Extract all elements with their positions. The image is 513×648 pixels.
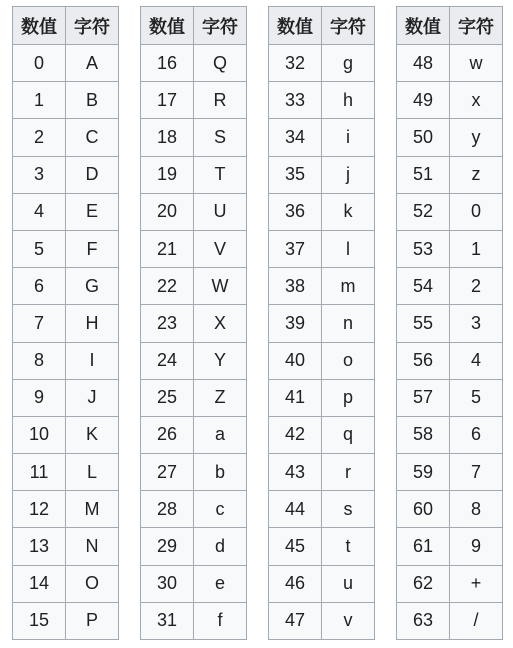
char-cell: / bbox=[450, 602, 503, 639]
table-row bbox=[13, 565, 119, 602]
table-row bbox=[269, 82, 375, 119]
value-cell: 14 bbox=[13, 565, 66, 602]
char-cell: i bbox=[322, 119, 375, 156]
value-cell: 32 bbox=[269, 45, 322, 82]
char-cell: q bbox=[322, 416, 375, 453]
table-row bbox=[13, 379, 119, 416]
table-row bbox=[397, 82, 503, 119]
table-row bbox=[397, 379, 503, 416]
table-row bbox=[141, 602, 247, 639]
table-row bbox=[269, 230, 375, 267]
char-cell: x bbox=[450, 82, 503, 119]
value-cell: 23 bbox=[141, 305, 194, 342]
table-row bbox=[269, 379, 375, 416]
value-cell: 18 bbox=[141, 119, 194, 156]
value-cell: 24 bbox=[141, 342, 194, 379]
char-cell: M bbox=[66, 491, 119, 528]
table-row bbox=[397, 602, 503, 639]
value-cell: 44 bbox=[269, 491, 322, 528]
char-cell: g bbox=[322, 45, 375, 82]
value-cell: 57 bbox=[397, 379, 450, 416]
value-cell: 33 bbox=[269, 82, 322, 119]
char-cell: T bbox=[194, 156, 247, 193]
table-row bbox=[13, 491, 119, 528]
char-cell: 0 bbox=[450, 193, 503, 230]
table-row bbox=[269, 156, 375, 193]
header-row bbox=[397, 7, 503, 45]
value-cell: 35 bbox=[269, 156, 322, 193]
char-cell: t bbox=[322, 528, 375, 565]
char-cell: n bbox=[322, 305, 375, 342]
char-column-header: 字符 bbox=[322, 7, 375, 45]
table-row bbox=[397, 565, 503, 602]
char-cell: e bbox=[194, 565, 247, 602]
char-cell: c bbox=[194, 491, 247, 528]
value-cell: 8 bbox=[13, 342, 66, 379]
char-cell: 3 bbox=[450, 305, 503, 342]
value-cell: 9 bbox=[13, 379, 66, 416]
value-cell: 29 bbox=[141, 528, 194, 565]
value-cell: 49 bbox=[397, 82, 450, 119]
char-cell: 6 bbox=[450, 416, 503, 453]
table-row bbox=[141, 193, 247, 230]
value-cell: 30 bbox=[141, 565, 194, 602]
table-row bbox=[141, 454, 247, 491]
value-cell: 37 bbox=[269, 230, 322, 267]
table-row bbox=[13, 268, 119, 305]
value-cell: 34 bbox=[269, 119, 322, 156]
value-cell: 11 bbox=[13, 454, 66, 491]
table-row bbox=[397, 491, 503, 528]
value-cell: 45 bbox=[269, 528, 322, 565]
value-cell: 13 bbox=[13, 528, 66, 565]
table-row bbox=[141, 565, 247, 602]
table-row bbox=[269, 342, 375, 379]
table-row bbox=[13, 119, 119, 156]
char-cell: 2 bbox=[450, 268, 503, 305]
char-cell: V bbox=[194, 230, 247, 267]
char-cell: E bbox=[66, 193, 119, 230]
char-cell: J bbox=[66, 379, 119, 416]
char-cell: K bbox=[66, 416, 119, 453]
value-cell: 21 bbox=[141, 230, 194, 267]
value-cell: 27 bbox=[141, 454, 194, 491]
value-cell: 16 bbox=[141, 45, 194, 82]
table-row bbox=[397, 268, 503, 305]
header-row bbox=[13, 7, 119, 45]
char-cell: W bbox=[194, 268, 247, 305]
value-cell: 62 bbox=[397, 565, 450, 602]
value-cell: 20 bbox=[141, 193, 194, 230]
index-table bbox=[268, 6, 375, 640]
char-cell: 4 bbox=[450, 342, 503, 379]
value-cell: 55 bbox=[397, 305, 450, 342]
char-cell: B bbox=[66, 82, 119, 119]
table-row bbox=[397, 193, 503, 230]
char-cell: D bbox=[66, 156, 119, 193]
table-row bbox=[141, 491, 247, 528]
value-cell: 58 bbox=[397, 416, 450, 453]
header-row bbox=[269, 7, 375, 45]
table-row bbox=[397, 230, 503, 267]
value-cell: 50 bbox=[397, 119, 450, 156]
table-row bbox=[13, 454, 119, 491]
char-cell: U bbox=[194, 193, 247, 230]
value-cell: 51 bbox=[397, 156, 450, 193]
value-cell: 6 bbox=[13, 268, 66, 305]
char-column-header: 字符 bbox=[66, 7, 119, 45]
char-cell: w bbox=[450, 45, 503, 82]
value-cell: 48 bbox=[397, 45, 450, 82]
value-cell: 3 bbox=[13, 156, 66, 193]
value-cell: 56 bbox=[397, 342, 450, 379]
value-cell: 4 bbox=[13, 193, 66, 230]
char-cell: y bbox=[450, 119, 503, 156]
table-row bbox=[13, 602, 119, 639]
table-row bbox=[269, 454, 375, 491]
value-cell: 36 bbox=[269, 193, 322, 230]
table-row bbox=[269, 602, 375, 639]
char-cell: s bbox=[322, 491, 375, 528]
value-cell: 10 bbox=[13, 416, 66, 453]
base64-index-tables bbox=[12, 6, 503, 640]
char-cell: b bbox=[194, 454, 247, 491]
value-cell: 46 bbox=[269, 565, 322, 602]
table-row bbox=[269, 565, 375, 602]
table-row bbox=[13, 416, 119, 453]
char-cell: h bbox=[322, 82, 375, 119]
table-row bbox=[141, 230, 247, 267]
char-cell: 8 bbox=[450, 491, 503, 528]
value-cell: 2 bbox=[13, 119, 66, 156]
char-cell: 7 bbox=[450, 454, 503, 491]
table-row bbox=[269, 268, 375, 305]
value-column-header: 数值 bbox=[141, 7, 194, 45]
value-cell: 42 bbox=[269, 416, 322, 453]
table-row bbox=[397, 342, 503, 379]
table-row bbox=[141, 156, 247, 193]
value-cell: 22 bbox=[141, 268, 194, 305]
table-row bbox=[141, 528, 247, 565]
value-cell: 1 bbox=[13, 82, 66, 119]
char-column-header: 字符 bbox=[194, 7, 247, 45]
char-cell: r bbox=[322, 454, 375, 491]
char-cell: P bbox=[66, 602, 119, 639]
char-cell: I bbox=[66, 342, 119, 379]
char-cell: R bbox=[194, 82, 247, 119]
value-column-header: 数值 bbox=[269, 7, 322, 45]
table-row bbox=[397, 45, 503, 82]
char-cell: O bbox=[66, 565, 119, 602]
table-row bbox=[141, 119, 247, 156]
char-cell: v bbox=[322, 602, 375, 639]
char-cell: G bbox=[66, 268, 119, 305]
table-row bbox=[269, 416, 375, 453]
char-cell: a bbox=[194, 416, 247, 453]
table-row bbox=[397, 454, 503, 491]
value-cell: 47 bbox=[269, 602, 322, 639]
table-row bbox=[13, 305, 119, 342]
table-row bbox=[13, 342, 119, 379]
value-cell: 52 bbox=[397, 193, 450, 230]
value-column-header: 数值 bbox=[397, 7, 450, 45]
table-row bbox=[397, 528, 503, 565]
char-cell: Z bbox=[194, 379, 247, 416]
table-row bbox=[397, 119, 503, 156]
char-cell: Q bbox=[194, 45, 247, 82]
char-cell: j bbox=[322, 156, 375, 193]
char-cell: L bbox=[66, 454, 119, 491]
char-cell: o bbox=[322, 342, 375, 379]
value-cell: 31 bbox=[141, 602, 194, 639]
table-row bbox=[13, 193, 119, 230]
table-row bbox=[269, 45, 375, 82]
char-cell: + bbox=[450, 565, 503, 602]
value-cell: 28 bbox=[141, 491, 194, 528]
value-cell: 63 bbox=[397, 602, 450, 639]
value-cell: 26 bbox=[141, 416, 194, 453]
char-cell: A bbox=[66, 45, 119, 82]
table-row bbox=[141, 305, 247, 342]
value-cell: 25 bbox=[141, 379, 194, 416]
value-cell: 61 bbox=[397, 528, 450, 565]
char-cell: Y bbox=[194, 342, 247, 379]
value-cell: 15 bbox=[13, 602, 66, 639]
table-row bbox=[13, 156, 119, 193]
char-cell: H bbox=[66, 305, 119, 342]
char-cell: u bbox=[322, 565, 375, 602]
value-cell: 12 bbox=[13, 491, 66, 528]
char-cell: S bbox=[194, 119, 247, 156]
value-cell: 59 bbox=[397, 454, 450, 491]
char-cell: f bbox=[194, 602, 247, 639]
value-cell: 60 bbox=[397, 491, 450, 528]
table-row bbox=[13, 230, 119, 267]
table-row bbox=[269, 119, 375, 156]
value-cell: 54 bbox=[397, 268, 450, 305]
table-row bbox=[397, 416, 503, 453]
table-row bbox=[141, 82, 247, 119]
value-cell: 53 bbox=[397, 230, 450, 267]
char-cell: l bbox=[322, 230, 375, 267]
table-row bbox=[397, 156, 503, 193]
table-row bbox=[269, 528, 375, 565]
char-cell: N bbox=[66, 528, 119, 565]
char-cell: 1 bbox=[450, 230, 503, 267]
table-row bbox=[141, 268, 247, 305]
table-row bbox=[141, 45, 247, 82]
char-cell: m bbox=[322, 268, 375, 305]
char-cell: X bbox=[194, 305, 247, 342]
char-cell: d bbox=[194, 528, 247, 565]
value-column-header: 数值 bbox=[13, 7, 66, 45]
char-cell: k bbox=[322, 193, 375, 230]
char-cell: C bbox=[66, 119, 119, 156]
table-row bbox=[141, 342, 247, 379]
table-row bbox=[269, 193, 375, 230]
table-row bbox=[397, 305, 503, 342]
value-cell: 41 bbox=[269, 379, 322, 416]
char-cell: p bbox=[322, 379, 375, 416]
value-cell: 5 bbox=[13, 230, 66, 267]
index-table bbox=[140, 6, 247, 640]
index-table bbox=[396, 6, 503, 640]
value-cell: 17 bbox=[141, 82, 194, 119]
table-row bbox=[269, 491, 375, 528]
value-cell: 39 bbox=[269, 305, 322, 342]
value-cell: 40 bbox=[269, 342, 322, 379]
table-row bbox=[141, 416, 247, 453]
table-row bbox=[269, 305, 375, 342]
index-table bbox=[12, 6, 119, 640]
table-row bbox=[13, 528, 119, 565]
value-cell: 19 bbox=[141, 156, 194, 193]
char-cell: 9 bbox=[450, 528, 503, 565]
table-row bbox=[141, 379, 247, 416]
char-cell: 5 bbox=[450, 379, 503, 416]
value-cell: 7 bbox=[13, 305, 66, 342]
char-column-header: 字符 bbox=[450, 7, 503, 45]
value-cell: 43 bbox=[269, 454, 322, 491]
value-cell: 38 bbox=[269, 268, 322, 305]
char-cell: z bbox=[450, 156, 503, 193]
value-cell: 0 bbox=[13, 45, 66, 82]
header-row bbox=[141, 7, 247, 45]
char-cell: F bbox=[66, 230, 119, 267]
table-row bbox=[13, 82, 119, 119]
table-row bbox=[13, 45, 119, 82]
